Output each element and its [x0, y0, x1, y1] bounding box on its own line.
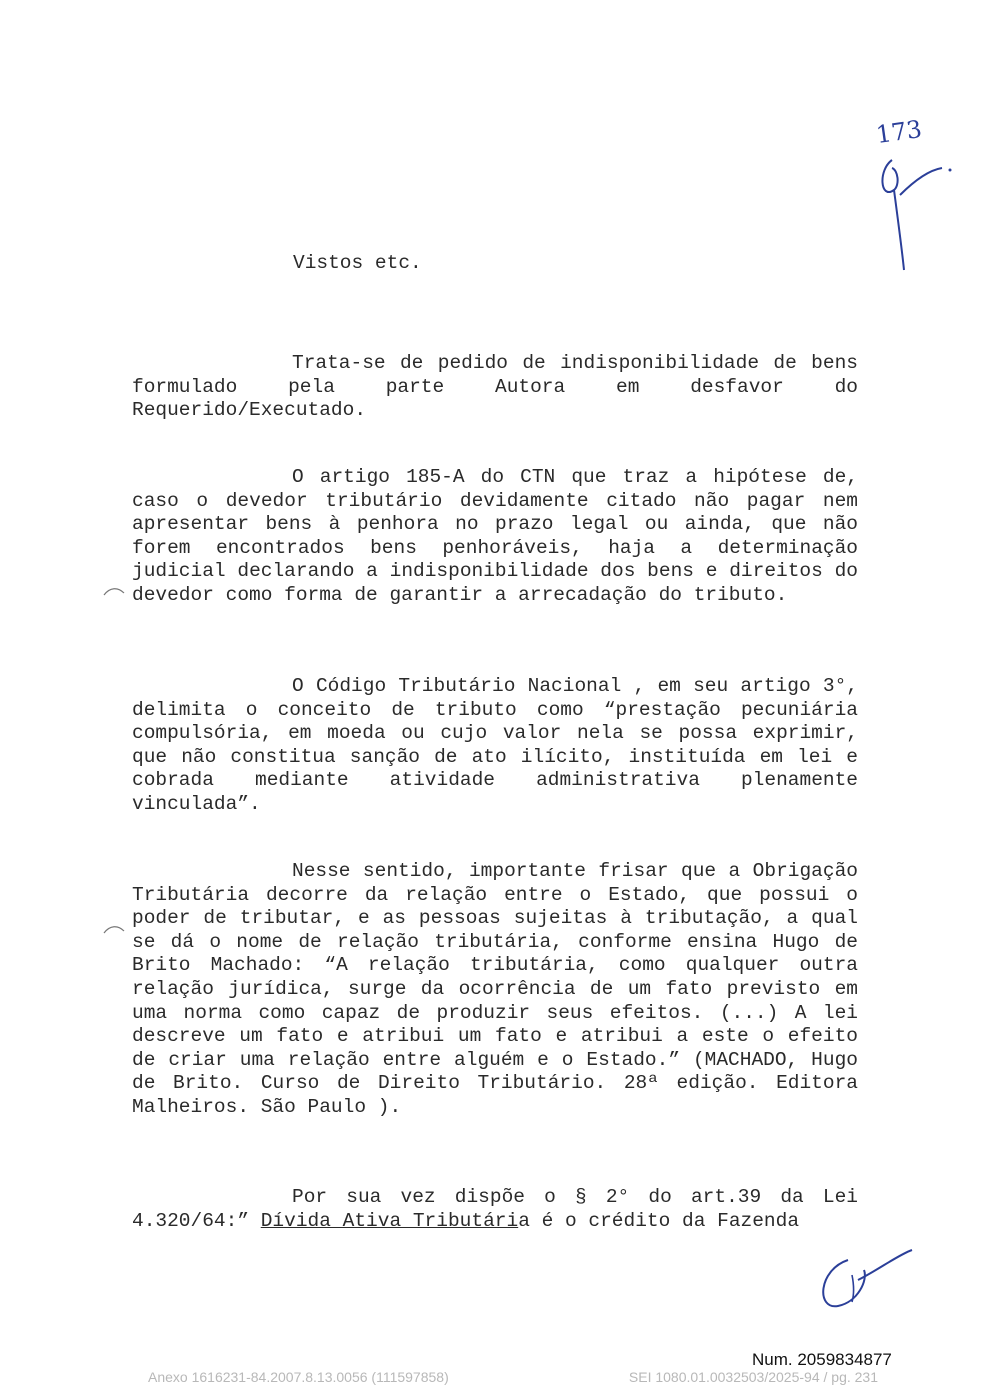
paragraph-4: [132, 860, 858, 1120]
paragraph-5-start: Por sua vez dispõe o § 2° do art.39 da Lei 4.320/64:”: [132, 1186, 858, 1232]
margin-mark-2: [102, 923, 126, 935]
footer-sei: SEI 1080.01.0032503/2025-94 / pg. 231: [628, 1369, 878, 1385]
paragraph-5-underlined: Dívida Ativa Tributári: [260, 1209, 519, 1232]
paragraph-2-text: O artigo 185-A do CTN que traz a hipótese de, caso o devedor tributário devidamente citado não pagar nem apresentar bens à penhora no prazo legal ou ainda, que não forem encontrados bens penhoráveis, haja a determinação judicial declarando a indisponibilidade dos bens e direitos do devedor como forma de garantir a arrecadação do tributo.: [132, 466, 858, 606]
handwritten-page-number: 173: [874, 114, 924, 150]
paragraph-3-text: O Código Tributário Nacional , em seu artigo 3°, delimita o conceito de tributo como “prestação pecuniária compulsória, em moeda ou cujo valor nela se possa exprimir, que não constitua sanção de ato ilícito, instituída em lei e cobrada mediante atividade administrativa plenamente vinculada”.: [132, 675, 858, 815]
signature-initials-top: [870, 150, 960, 280]
paragraph-1: [132, 352, 858, 423]
paragraph-5: [132, 1186, 858, 1233]
signature-initials-bottom: [808, 1240, 928, 1320]
paragraph-2: [132, 466, 858, 608]
paragraph-3: [132, 675, 858, 817]
paragraph-4-text: Nesse sentido, importante frisar que a Obrigação Tributária decorre da relação entre o Estado, que possui o poder de tributar, e as pessoas sujeitas à tributação, a qual se dá o nome de relação tributária, conforme ensina Hugo de Brito Machado: “A relação tributária, como qualquer outra relação jurídica, surge da ocorrência de um fato previsto em uma norma como capaz de produzir seus efeitos. (...) A lei descreve um fato e atribui um fato e atribui a este o efeito de criar uma relação entre alguém e o Estado.” (MACHADO, Hugo de Brito. Curso de Direito Tributário. 28ª edição. Editora Malheiros. São Paulo ).: [132, 860, 858, 1118]
paragraph-5-text: [132, 1186, 858, 1233]
paragraph-1-text: Trata-se de pedido de indisponibilidade de bens formulado pela parte Autora em desfavor do Requerido/Executado.: [132, 352, 858, 422]
paragraph-5-end: a é o crédito da Fazenda: [518, 1209, 800, 1232]
greeting: Vistos etc.: [293, 252, 422, 274]
footer: [148, 1369, 878, 1385]
footer-annex: Anexo 1616231-84.2007.8.13.0056 (111597858): [148, 1369, 449, 1385]
margin-mark-1: [102, 585, 126, 597]
document-number: Num. 2059834877: [752, 1350, 892, 1369]
